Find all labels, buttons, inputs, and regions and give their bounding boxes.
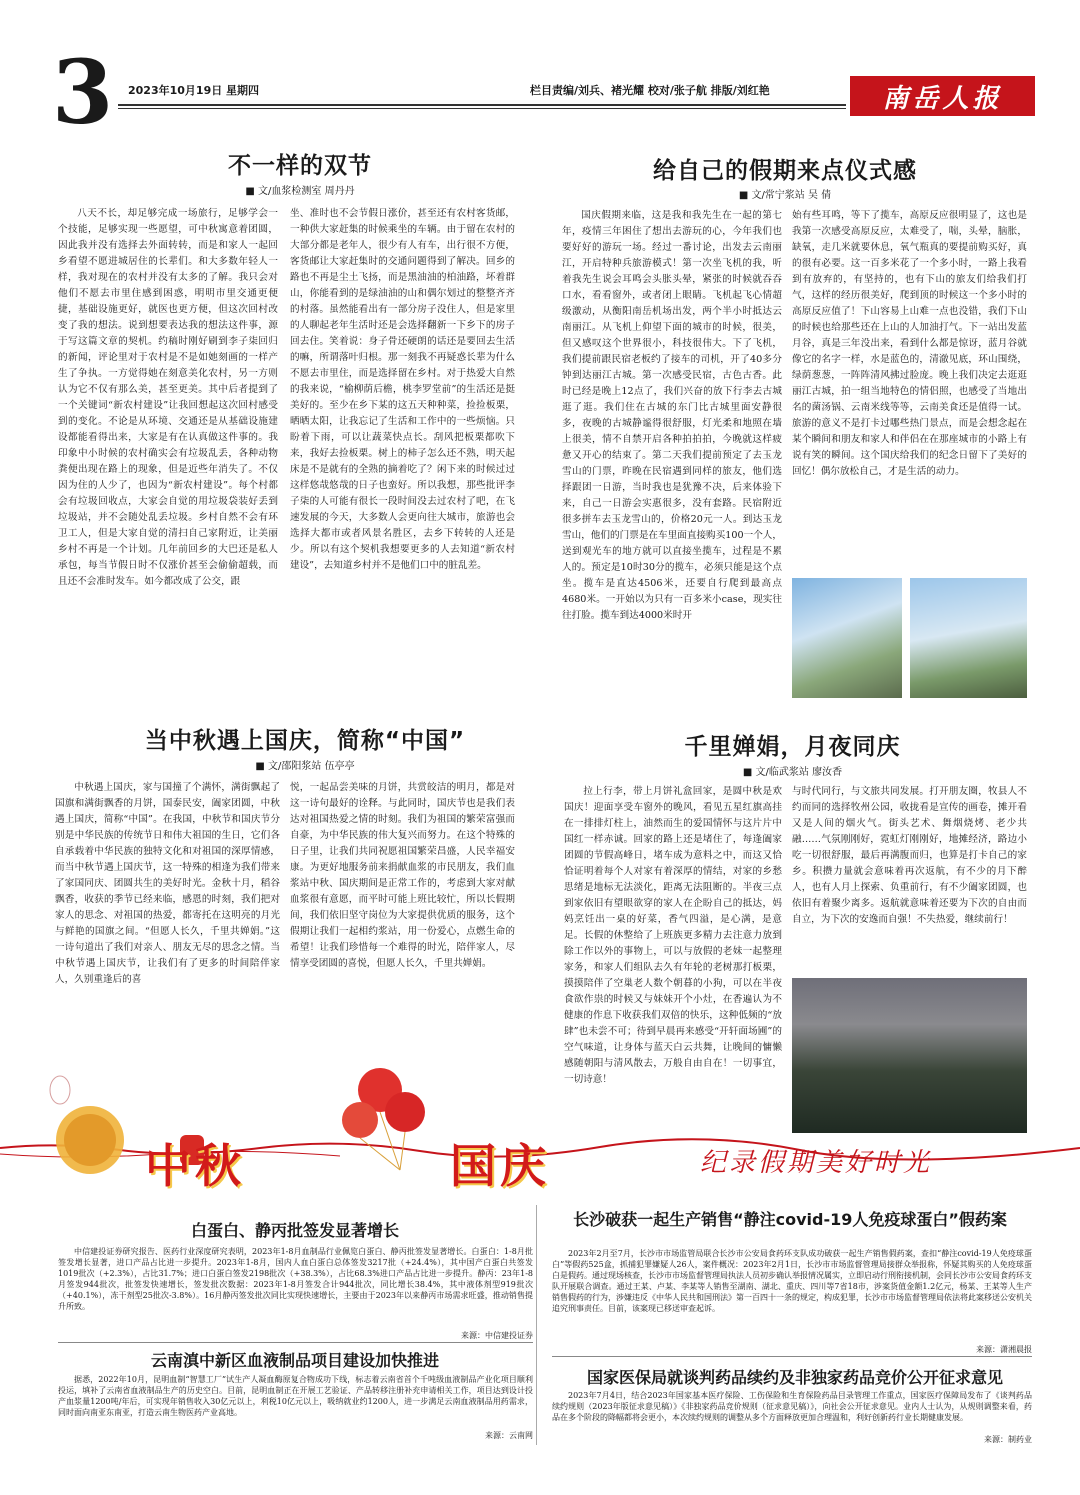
news-divider-left [58, 1342, 533, 1343]
article-2-title: 给自己的假期来点仪式感 [653, 158, 917, 184]
article-2-byline: ■ 文/常宁浆站 吴 倩 [738, 190, 832, 201]
banner-subtitle: 纪录假期美好时光 [700, 1148, 933, 1178]
news-column-divider [536, 1205, 537, 1445]
news-4-source: 来源：制药业 [984, 1435, 1032, 1444]
news-2-title: 云南滇中新区血液制品项目建设加快推进 [150, 1351, 439, 1370]
news-1-source: 来源：中信建投证券 [461, 1331, 533, 1340]
news-1-body: 中信建投证券研究报告、医药行业深度研究表明，2023年1-8月血制品行业佩览白蛋白、静丙批签发显著增长。白蛋白：1-8月批签发增长显著，进口产品占比进一步提升。2023年1-8月，国内人血白蛋白总体签发3217批（+24.4%），其中国产白蛋白共签发1019批次（+2.3%），占比31.7%；进口白蛋白签发2198批次（+38.3%），占比68.3%进口产品占比进一步提升。静丙：23年1-8月签发944批次，批签发快速增长，签发批次数据：2023年1-8月签发合计944批次，同比增长38.4%，其中液体剂型919批次（+40.1%），冻干剂型25批次-3.8%）。16月静丙签发批次同比实现快速增长，主要由于2023年以来静丙市场需求旺盛，推动销售提升所致。 [58, 1247, 533, 1311]
issue-date: 2023年10月19日 星期四 [128, 84, 260, 97]
article-4-column-1: 拉上行李，带上月饼礼盒回家，是圆中秋是欢国庆！迎面享受车窗外的晚风，看见五星红旗高挂在一排排灯柱上，油然而生的爱国情怀与这片片中国红一样赤诚。回家的路上还是堵住了，每逢阖家团圆的节假高峰日，堵车成为意料之中，而这又恰恰证明着每个人对家有着深厚的情结，对家的乡愁思绪是地标无法淡化，距离无法阻断的。半夜三点到家依旧有望眼欲穿的家人在企盼自己的抵达，妈妈烹饪出一桌的好菜，香气四溢，是心满，是意足。长假的休整给了上班族更多精力去注意力放到除工作以外的事物上，可以与放假的老妹一起整理家务，和家人们组队去久有年轮的老树那打板栗，摸摸陪伴了空巢老人数个朝暮的小狗，可以在半夜食欲作祟的时候又与妹妹开个小灶，在香遍认为不健康的作息下收获我们双倍的快乐，这种低频的“放肆”也未尝不可；待到早晨再来感受“开轩面场圃”的空气味道，让身体与蓝天白云共舞，让晚间的慵懒感随朝阳与清风散去，万般自由自在！一切事宜，一切诗意！ [564, 786, 782, 1085]
article-3-column-2: 悦，一起品尝美味的月饼，共赏皎洁的明月，都是对这一诗句最好的诠释。与此同时，国庆节也是我们表达对祖国热爱之情的时刻。我们为祖国的繁荣富强而自豪，为中华民族的伟大复兴而努力。在这个特殊的日子里，让我们共同祝愿祖国繁荣昌盛，人民幸福安康。为更好地服务前来捐献血浆的市民朋友，我们血浆站中秋、国庆期间是正常工作的，考虑到大家对献血浆很有意愿，而平时可能上班比较忙，所以长假期间，我们依旧坚守岗位为大家提供优质的服务，这个假期让我们一起相约浆站，用一份爱心，点燃生命的希望！让我们珍惜每一个难得的时光，陪伴家人，尽情享受团圆的喜悦，但愿人长久，千里共婵娟。 [290, 782, 515, 969]
header-rule-thin [118, 108, 846, 109]
article-1-column-1: 八天不长，却足够完成一场旅行，足够学会一个技能，足够实现一些愿望，可中秋寓意着团圆，因此我并没有选择去外面转转，而是和家人一起回乡看望不愿进城居住的长辈们。和大多数年轻人一样，我对现在的农村并没有太多的了解。我只会对他们不愿去市里住感到困惑，明明市里交通更便捷，基础设施更好，就医也更方便，但这次回村改变了我的想法。说到想要表达我的想法这件事，源于写这篇文章的契机。约稿时刚好刷到李子柒回归的新闻，评论里对于农村是不是如她刻画的一样产生了争执。一方觉得她在刻意美化农村，另一方则认为它不仅有那么美，甚至更美。其中后者提到了一个关键词“新农村建设”让我回想起这次回村感受到的变化。不论是从环境、交通还是从基础设施建设都能看得出来，大家是有在认真做这件事的。我印象中小时候的农村确实会有垃圾乱丢，各种动物粪便出现在路上的现象，但是近些年消失了。不仅因为住的人少了，也因为“新农村建设”。每个村都会有垃圾回收点，大家会自觉的用垃圾袋装好丢到垃圾站，并不会随处乱丢垃圾。乡村自然不会有环卫工人，但是大家自觉的清扫自己家附近，让美丽乡村不再是一个计划。几年前回乡的大巴还是私人承包，每当节假日时不仅涨价甚至会偷偷超载，而且还不会准时发车。如今都改成了公交，跟 [58, 208, 278, 587]
article-2-column-1: 国庆假期来临，这是我和我先生在一起的第七年，疫情三年困住了想出去游玩的心，今年我们也要好好的游玩一场。经过一番讨论，出发去云南丽江，开启特种兵旅游模式！第一次坐飞机的我，听着我先生说会耳鸣会头胀头晕，紧张的时候就吞吞口水，看看窗外，或者闭上眼睛。飞机起飞心情超级激动，从衡阳南岳机场出发，两个半小时抵达云南丽江。从飞机上仰望下面的城市的时候，很美，但又感叹这个世界很小，科技很伟大。下了飞机，我们提前跟民宿老板约了接车的司机，开了40多分钟到达丽江古城。第一次感受民宿，古色古香。此时已经是晚上12点了，我们兴奋的放下行李去古城逛了逛。我们住在古城的东门比古城里面安静很多，夜晚的古城静谧得很舒服，灯光柔和地照在墙上很美，情不自禁开启各种拍拍拍，今晚就这样疲惫又开心的结束了。第二天我们提前预定了去玉龙雪山的门票，昨晚在民宿遇到同样的旅友，他们选择跟团一日游，当时我也是犹豫不决，后来体验下来，自己一日游会实惠很多，没有套路。民宿附近很多拼车去玉龙雪山的，价格20元一人。到达玉龙雪山，他们的门票是在车里面直接购买100一个人，送到观光车的地方就可以直接坐揽车，过程是不累人的。预定是10时30分的揽车，必须只能是这个点坐。揽车是直达4506米，还要自行爬到最高点4680米。一开始以为只有一百多米小case，现实往往打脸。揽车到达4000米时开 [562, 210, 782, 621]
article-2-column-2: 始有些耳鸣，等下了揽车，高原反应很明显了，这也是我第一次感受高原反应，太难受了，喘，头晕，脑胀，缺氧，走几米就要休息，氧气瓶真的要提前购买好，真的很有必要。这一百多米花了一个多小时，一路上我看到有放弃的，有坚持的，也有下山的旅友们给我们打气，这样的经历很美好，爬到顶的时候这一个多小时的高原反应值了！下山容易上山难一点也没错，我们下山的时候也给那些还在上山的人加油打气。下一站出发蓝月谷，真是三年没出来，看到什么都是惊讶，蓝月谷就像它的名字一样，水是蓝色的，清澈见底，环山围绕，绿荫葱葱，一阵阵清风拂过脸庞。晚上我们决定去逛逛丽江古城，拍一组当地特色的情侣照，也感受了当地出名的菌汤锅、云南米线等等，云南美食还是值得一试。旅游的意义不是打卡过哪些热门景点，而是会想念起在某个瞬间和朋友和家人和伴侣在在那座城市的小路上有说有笑的瞬间。这个国庆给我们的纪念日留下了美好的回忆！偶尔放松自己，才是生活的动力。 [792, 210, 1027, 477]
page-number: 3 [52, 40, 114, 144]
article-3-column-1: 中秋遇上国庆，家与国撞了个满怀，满街飘起了国旗和满街飘香的月饼，国泰民安，阖家团圆，中秋遇上国庆，简称“中国”。在我国，中秋节和国庆节分别是中华民族的传统节日和伟大祖国的生日，它们各自承载着中华民族的独特文化和对祖国的深厚情感，而当中秋节遇上国庆节，这一特殊的相逢为我们带来了家国同庆、团圆共生的美好时光。金秋十月，稻谷飘香，收获的季节已经来临，感恩的时刻，我们把对家人的思念、对祖国的热爱，都寄托在这明亮的月光与鲜艳的国旗之间。“但愿人长久，千里共婵娟。”这一诗句道出了我们对亲人、朋友无尽的思念之情。当中秋节遇上国庆节，让我们有了更多的时间陪伴家人，久别重逢后的喜 [55, 782, 280, 985]
editor-credits: 栏目责编/刘兵、褚光耀 校对/张子航 排版/刘红艳 [530, 84, 770, 97]
article-2-photo-blue-moon-valley [910, 578, 1027, 698]
article-2-photo-snow-mountain [792, 578, 902, 698]
masthead-logo: 南岳人报 [850, 76, 1035, 116]
article-3-title: 当中秋遇上国庆，简称“中国” [144, 728, 466, 754]
article-4-byline: ■ 文/临武浆站 廖汝香 [742, 767, 843, 778]
news-3-source: 来源：潇湘晨报 [976, 1345, 1032, 1354]
news-2-source: 来源：云南网 [485, 1431, 533, 1440]
article-1-column-2: 坐、准时也不会节假日涨价，甚至还有农村客货邮，一种供大家赶集的时候乘坐的车辆。由于留在农村的大部分都是老年人，很少有人有车，出行很不方便，客货邮让大家赶集时的交通问题得到了解决。回乡的路也不再是尘土飞扬，而是黑油油的柏油路，坏着群山，你能看到的是绿油油的山和偶尔划过的整整齐齐的村落。虽然能看出有一部分房子没住人，但是家里的人聊起老年生活时还是会选择翻新一下乡下的房子回去住。笑着说：身子骨还硬朗的话还是要回去生活的嘛，所谓落叶归根。那一刻我不再疑惑长辈为什么不愿去市里住，而是选择留在乡村。对于热爱大自然的我来说，“榆柳荫后檐，桃李罗堂前”的生活还是挺美好的。至少在乡下某的这五天种种菜，捡捡板栗，晒晒太阳，让我忘记了生活和工作中的一些烦恼。只盼着下雨，可以让蔬菜快点长。刮风把板栗都吹下来，我好去捡板栗。树上的柿子怎么还不熟，明天起床是不是就有的全熟的摘着吃了？闲下来的时候过过这样悠哉悠哉的日子也蛮好。所以我想，那些批评李子柒的人可能有很长一段时间没去过农村了吧，在飞速发展的今天，大多数人会更向往大城市，旅游也会选择大都市或者风景名胜区，去乡下转转的人还是少。所以有这个契机我想要更多的人去知道“新农村建设”，去知道乡村并不是他们口中的脏乱差。 [290, 208, 515, 571]
article-3-byline: ■ 文/邵阳浆站 伍亭亭 [255, 761, 355, 772]
news-1-title: 白蛋白、静丙批签发显著增长 [190, 1221, 399, 1240]
article-4-column-2: 与时代同行，与文旅共同发展。打开朋友圈，牧县人不约而同的选择牧州公园，收拢看是宣传的画卷，摊开看又是人间的烟火气。街头艺术、舞烟烧烤、老少共融……气氛刚刚好，霓虹灯刚刚好，地摊经济，路边小吃一切很舒服，最后再满腹而归，也算是打卡自己的家乡。积攒力量就会意味着再次返航，有不少的月下醉人，也有人月上探索、负重前行，有不少阖家团圆，也依旧有着聚少离多。返航就意味着还要为下次的自由而自立，为下次的安逸而自强！不失热爱，继续前行！ [792, 786, 1027, 925]
news-3-title: 长沙破获一起生产销售“静注covid-19人免疫球蛋白”假药案 [573, 1210, 1007, 1229]
header-rule [118, 104, 846, 106]
news-4-body: 2023年7月4日，结合2023年国家基本医疗保险、工伤保险和生育保险药品目录管理工作重点，国家医疗保障局发布了《谈判药品续约规则（2023年版征求意见稿）》《非独家药品竞价规则（征求意见稿）》，向社会公开征求意见。业内人士认为，从规则调整来看，药品在多个阶段的降幅都将会更小，本次续约规则的调整从多个方面释放更加合理温和，利好创新药行业长期健康发展。 [552, 1391, 1032, 1422]
article-1-byline: ■ 文/血浆检测室 周丹丹 [245, 186, 355, 197]
news-2-body: 据悉，2022年10月，昆明血制“智慧工厂”试生产人凝血酶原复合物成功下线，标志着云南省首个千吨级血液制品产业化项目顺利投运，填补了云南省血液制品生产的历史空白。目前，昆明血制正在开展工艺验证、产品转移注册补充申请相关工作，项目达到设计投产血浆量1200吨/年后，可实现年销售收入30亿元以上，利税10亿元以上，吸纳就业约1200人，进一步满足云南血液制品用药需求，同时面向南亚东南亚，打造云南生物医药产业高地。 [58, 1375, 533, 1417]
news-4-title: 国家医保局就谈判药品续约及非独家药品竞价公开征求意见 [586, 1368, 1003, 1387]
news-divider-right [552, 1356, 1032, 1357]
article-4-title: 千里婵娟，月夜同庆 [684, 734, 901, 760]
banner-mid-autumn-text: 中秋 [145, 1139, 245, 1193]
news-3-body: 2023年2月至7月，长沙市市场监管局联合长沙市公安局食药环支队成功破获一起生产销售假药案，查扣“静注covid-19人免疫球蛋白”等假药525盒，抓捕犯罪嫌疑人26人，案件概况：2023年2月1日，长沙市市场监督管理局接群众举报称，怀疑其购买的人免疫球蛋白是假药。通过现场核查，长沙市市场监督管理局执法人员初步确认举报情况属实，立即启动行刑衔接机制，会同长沙市公安局食药环支队开展联合调查。通过王某、卢某、李某等人销售至湖南、湖北、重庆、四川等7省18市，涉案货值金额1.2亿元，杨某、王某等人生产销售假药的行为，涉嫌违反《中华人民共和国刑法》第一百四十一条的规定，构成犯罪，长沙市市场监督管理局依法将此案移送公安机关追究刑事责任。目前，该案现已移送审查起诉。 [552, 1249, 1032, 1313]
article-1-title: 不一样的双节 [228, 153, 372, 179]
banner-national-day-text: 国庆 [450, 1139, 550, 1193]
